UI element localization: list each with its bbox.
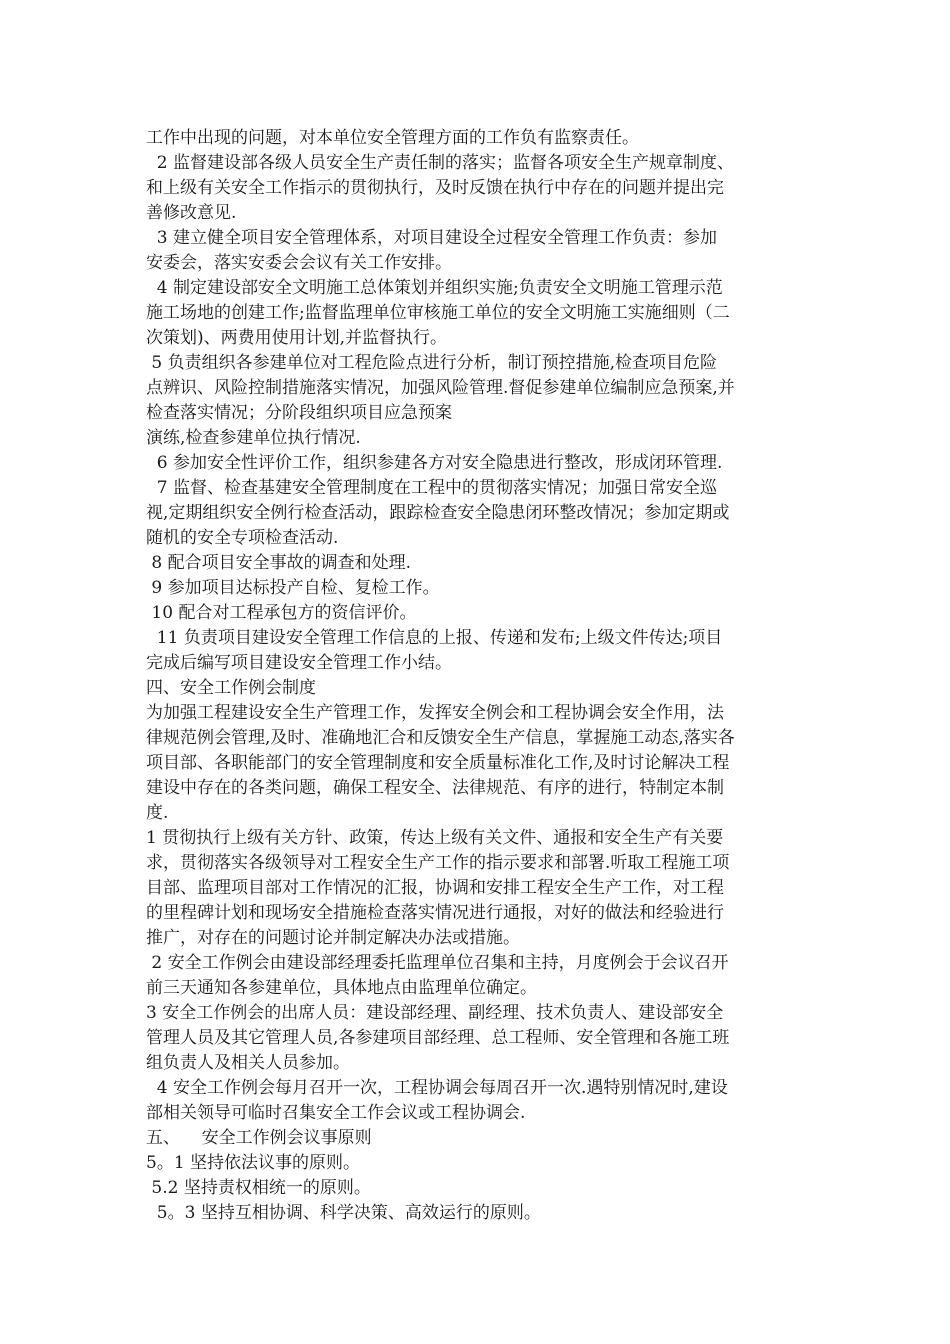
text-line: 2 安全工作例会由建设部经理委托监理单位召集和主持，月度例会于会议召开: [146, 953, 729, 973]
text-line: 9 参加项目达标投产自检、复检工作。: [146, 578, 440, 598]
text-line: 4 安全工作例会每月召开一次，工程协调会每周召开一次.遇特别情况时,建设: [146, 1078, 728, 1098]
text-line: 和上级有关安全工作指示的贯彻执行，及时反馈在执行中存在的问题并提出完: [146, 178, 724, 198]
text-line: 律规范例会管理,及时、准确地汇合和反馈安全生产信息，掌握施工动态,落实各: [146, 728, 735, 748]
text-line: 点辨识、风险控制措施落实情况，加强风险管理.督促参建单位编制应急预案,并: [146, 378, 735, 398]
text-line: 5 负责组织各参建单位对工程危险点进行分析，制订预控措施,检查项目危险: [146, 353, 718, 373]
text-line: 管理人员及其它管理人员,各参建项目部经理、总工程师、安全管理和各施工班: [146, 1028, 730, 1048]
text-line: 为加强工程建设安全生产管理工作，发挥安全例会和工程协调会安全作用，法: [146, 703, 724, 723]
text-line: 建设中存在的各类问题，确保工程安全、法律规范、有序的进行，特制定本制: [146, 778, 724, 798]
text-line: 施工场地的创建工作;监督监理单位审核施工单位的安全文明施工实施细则（二: [146, 303, 730, 323]
text-line: 度.: [146, 803, 169, 823]
text-line: 部相关领导可临时召集安全工作会议或工程协调会.: [146, 1103, 526, 1123]
text-line: 完成后编写项目建设安全管理工作小结。: [146, 653, 452, 673]
text-line: 目部、监理项目部对工作情况的汇报，协调和安排工程安全生产工作，对工程: [146, 878, 724, 898]
text-line: 随机的安全专项检查活动.: [146, 528, 339, 548]
text-line: 演练,检查参建单位执行情况.: [146, 428, 361, 448]
text-line: 求，贯彻落实各级领导对工程安全生产工作的指示要求和部署.听取工程施工项: [146, 853, 730, 873]
text-line: 次策划)、两费用使用计划,并监督执行。: [146, 328, 448, 348]
text-line: 5.2 坚持责权相统一的原则。: [146, 1178, 371, 1198]
text-line: 3 建立健全项目安全管理体系，对项目建设全过程安全管理工作负责：参加: [146, 228, 718, 248]
text-line: 1 贯彻执行上级有关方针、政策，传达上级有关文件、通报和安全生产有关要: [146, 828, 724, 848]
text-line: 10 配合对工程承包方的资信评价。: [146, 603, 417, 623]
text-line: 11 负责项目建设安全管理工作信息的上报、传递和发布;上级文件传达;项目: [146, 628, 723, 648]
text-line: 8 配合项目安全事故的调查和处理.: [146, 553, 412, 573]
text-line: 安委会，落实安委会会议有关工作安排。: [146, 253, 452, 273]
text-line: 检查落实情况；分阶段组织项目应急预案: [146, 403, 452, 423]
text-line: 视,定期组织安全例行检查活动，跟踪检查安全隐患闭环整改情况；参加定期或: [146, 503, 730, 523]
text-line: 3 安全工作例会的出席人员：建设部经理、副经理、技术负责人、建设部安全: [146, 1003, 724, 1023]
text-line: 善修改意见.: [146, 203, 237, 223]
text-line: 5。1 坚持依法议事的原则。: [146, 1153, 361, 1173]
text-line: 组负责人及相关人员参加。: [146, 1053, 350, 1073]
text-line: 2 监督建设部各级人员安全生产责任制的落实；监督各项安全生产规章制度、: [146, 153, 735, 173]
text-line: 6 参加安全性评价工作，组织参建各方对安全隐患进行整改，形成闭环管理.: [146, 453, 723, 473]
text-line: 项目部、各职能部门的安全管理制度和安全质量标准化工作,及时讨论解决工程: [146, 753, 730, 773]
text-line: 推广，对存在的问题讨论并制定解决办法或措施。: [146, 928, 520, 948]
text-line: 前三天通知各参建单位，具体地点由监理单位确定。: [146, 978, 537, 998]
text-line: 工作中出现的问题，对本单位安全管理方面的工作负有监察责任。: [146, 128, 639, 148]
document-body: [146, 126, 810, 1226]
text-line: 4 制定建设部安全文明施工总体策划并组织实施;负责安全文明施工管理示范: [146, 278, 723, 298]
text-line: 的里程碑计划和现场安全措施检查落实情况进行通报，对好的做法和经验进行: [146, 903, 724, 923]
text-line: 四、安全工作例会制度: [146, 678, 316, 698]
text-line: 5。3 坚持互相协调、科学决策、高效运行的原则。: [146, 1203, 541, 1223]
text-line: 7 监督、检查基建安全管理制度在工程中的贯彻落实情况；加强日常安全巡: [146, 478, 718, 498]
text-line: 五、 安全工作例会议事原则: [146, 1128, 372, 1148]
